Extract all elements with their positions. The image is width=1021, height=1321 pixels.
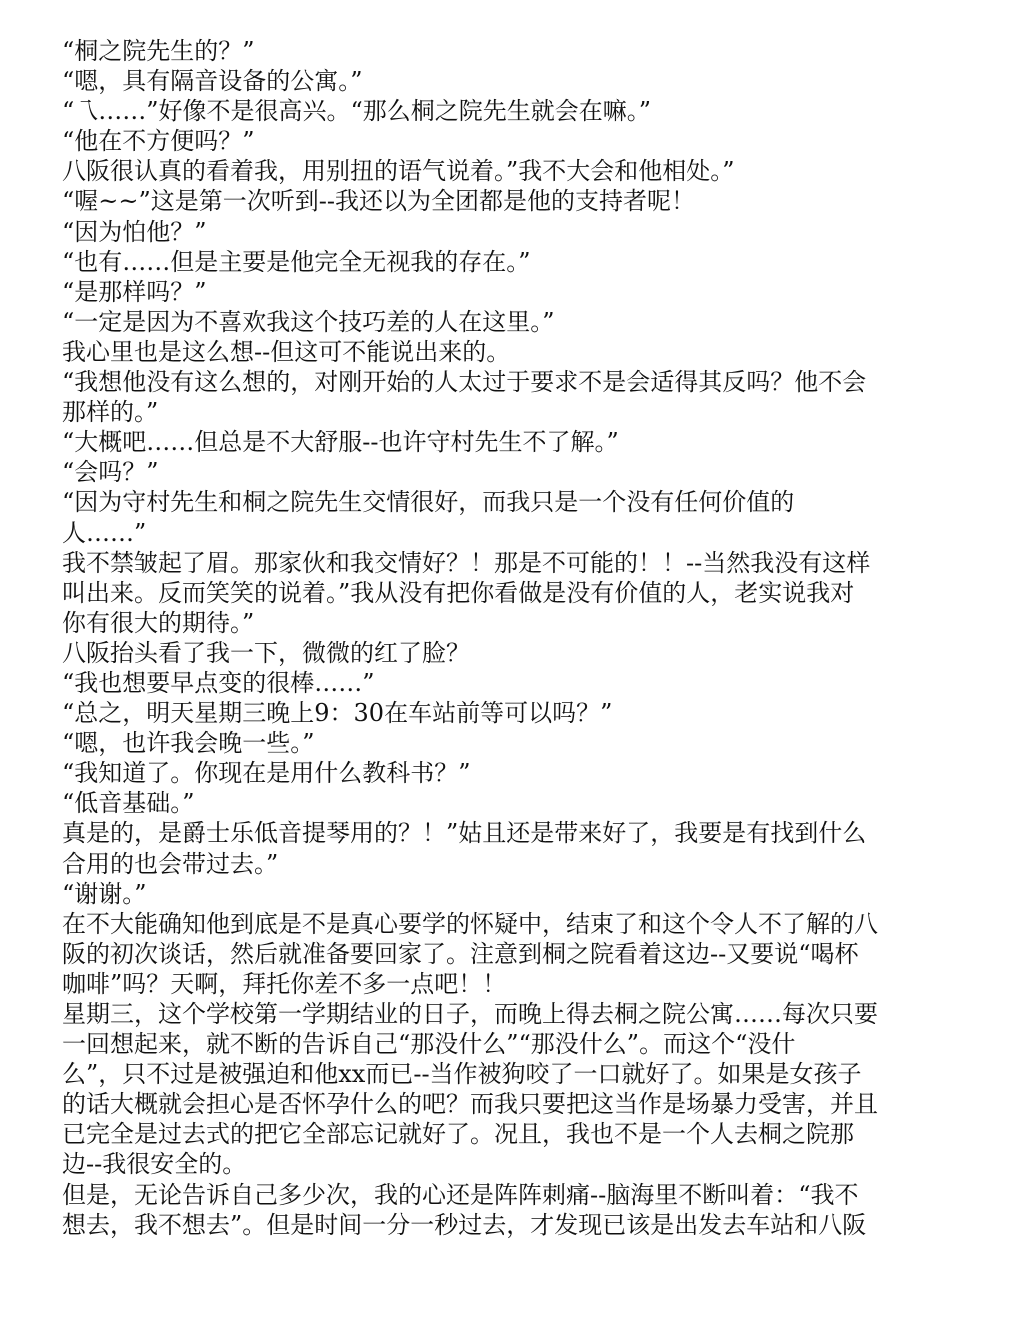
text-line: 人……” [62, 518, 147, 547]
text-line: 咖啡”吗？天啊，拜托你差不多一点吧！！ [62, 969, 507, 998]
text-line: 边--我很安全的。 [62, 1150, 247, 1179]
text-line: 但是，无论告诉自己多少次，我的心还是阵阵刺痛--脑海里不断叫着：“我不 [62, 1180, 859, 1209]
text-line: 八阪抬头看了我一下，微微的红了脸？ [62, 638, 470, 667]
text-line: 的话大概就会担心是否怀孕什么的吧？而我只要把这当作是场暴力受害，并且 [62, 1090, 878, 1119]
text-line: “因为守村先生和桐之院先生交情很好，而我只是一个没有任何价值的 [62, 488, 795, 517]
text-line: “是那样吗？” [62, 277, 207, 306]
text-line: 真是的，是爵士乐低音提琴用的？！”姑且还是带来好了，我要是有找到什么 [62, 819, 867, 848]
text-line: 么”，只不过是被强迫和他xx而已--当作被狗咬了一口就好了。如果是女孩子 [62, 1060, 862, 1089]
text-line: 叫出来。反而笑笑的说着。”我从没有把你看做是没有价值的人，老实说我对 [62, 578, 855, 607]
text-line: “嗯，也许我会晚一些。” [62, 729, 315, 758]
text-line: “低音基础。” [62, 789, 195, 818]
text-line: 那样的。” [62, 398, 159, 427]
text-line: 一回想起来，就不断的告诉自己“那没什么”“那没什么”。而这个“没什 [62, 1030, 796, 1059]
text-line: “喔~~”这是第一次听到--我还以为全团都是他的支持者呢！ [62, 187, 695, 216]
text-line: “嗯，具有隔音设备的公寓。” [62, 67, 363, 96]
text-line: “我知道了。你现在是用什么教科书？” [62, 759, 471, 788]
text-line: “我想他没有这么想的，对刚开始的人太过于要求不是会适得其反吗？他不会 [62, 368, 867, 397]
text-line: “总之，明天星期三晚上9：30在车站前等可以吗？” [62, 699, 613, 728]
text-line: 我心里也是这么想--但这可不能说出来的。 [62, 337, 511, 366]
text-line: 合用的也会带过去。” [62, 849, 279, 878]
text-line: “也有……但是主要是他完全无视我的存在。” [62, 247, 531, 276]
text-line: “我也想要早点变的很棒……” [62, 668, 375, 697]
text-line: “乁……”好像不是很高兴。“那么桐之院先生就会在嘛。” [62, 97, 652, 126]
text-line: 你有很大的期待。” [62, 608, 255, 637]
text-line: 我不禁皱起了眉。那家伙和我交情好？！那是不可能的！！--当然我没有这样 [62, 548, 871, 577]
text-line: 想去，我不想去”。但是时间一分一秒过去，才发现已该是出发去车站和八阪 [62, 1210, 867, 1239]
text-line: “桐之院先生的？” [62, 37, 255, 65]
text-line: “大概吧……但总是不大舒服--也许守村先生不了解。” [62, 428, 619, 457]
text-line: “他在不方便吗？” [62, 127, 255, 156]
text-line: “会吗？” [62, 458, 159, 487]
text-line: 星期三，这个学校第一学期结业的日子，而晚上得去桐之院公寓……每次只要 [62, 1000, 878, 1028]
text-line: 八阪很认真的看着我，用别扭的语气说着。”我不大会和他相处。” [62, 157, 735, 186]
text-line: 已完全是过去式的把它全部忘记就好了。况且，我也不是一个人去桐之院那 [62, 1120, 854, 1149]
document-body [62, 36, 962, 1240]
text-line: 阪的初次谈话，然后就准备要回家了。注意到桐之院看着这边--又要说“喝杯 [62, 939, 859, 968]
text-line: “谢谢。” [62, 879, 147, 908]
text-line: “一定是因为不喜欢我这个技巧差的人在这里。” [62, 307, 555, 336]
text-line: 在不大能确知他到底是不是真心要学的怀疑中，结束了和这个令人不了解的八 [62, 909, 878, 938]
text-line: “因为怕他？” [62, 217, 207, 246]
